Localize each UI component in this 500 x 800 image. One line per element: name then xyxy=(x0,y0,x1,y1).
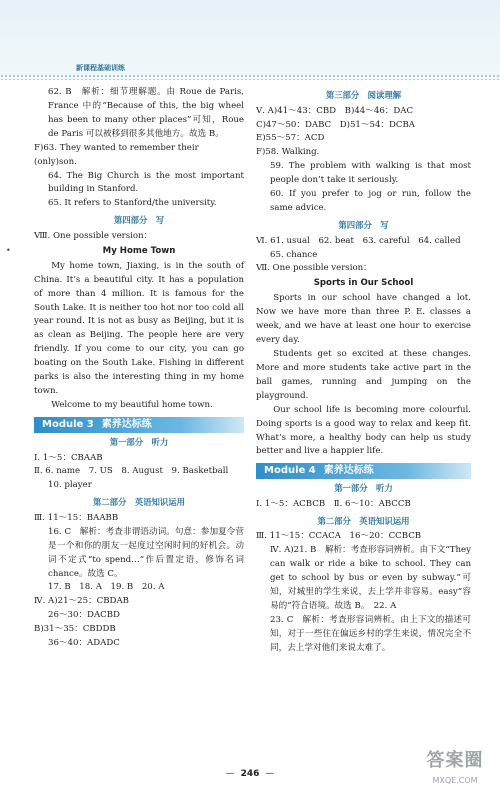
answer-line: Ⅴ. A)41～43：CBD B)44～46：DAC xyxy=(256,105,414,116)
essay-paragraph: Sports in our school have changed a lot. Now we have more than three P. E. classes a week, and we have at least one hour to exercise every day. xyxy=(256,293,471,346)
answer-item: 16. C 解析：考查非谓语动词。句意：参加夏令营是一个和你的朋友一起度过空闲时间的好机会。动词不定式“to spend…”作后置定语，修饰名词 chance。故选 C。 xyxy=(48,526,244,579)
section-heading: 第一部分 听力 xyxy=(334,483,393,494)
essay-paragraph: My home town, Jiaxing, is in the south of China. It’s a beautiful city. It has a population of more than 4 million. It is famous for the South Lake. It is neither too hot nor too cold all year round. It is not as busy as Beijing, but it is as clean as Beijing. The people here are very friendly. If you come to our city, you can go boating on the South Lake. Fishing in different parks is also the interesting thing in my home town. xyxy=(34,260,244,397)
answer-line: Ⅲ. 11～15：CCACA 16～20：CCBCB xyxy=(256,531,422,542)
answer-line: Ⅳ. A)21～25：CBDAB xyxy=(34,596,129,607)
module-subtitle: 素养达标练 xyxy=(323,465,374,477)
answer-line: Ⅷ. One possible version： xyxy=(34,230,153,241)
answer-item: 62. B 解析：细节理解题。由 Roue de Paris, France 中的“Because of this, the big wheel has been to many other places”可知，Roue de Paris 可以被移到很多其他地方。故选 B。 xyxy=(48,87,244,139)
answer-item: 60. If you prefer to jog or run, follow the same advice. xyxy=(270,189,471,214)
section-heading: 第二部分 英语知识运用 xyxy=(92,497,186,508)
watermark-url: MXQE.COM xyxy=(432,776,478,786)
answer-item: 65. It refers to Stanford/the university. xyxy=(48,198,217,209)
answer-item: 59. The problem with walking is that most people don’t take it seriously. xyxy=(270,161,471,186)
module-label: Module 4 xyxy=(264,465,316,477)
section-heading: 第三部分 阅读理解 xyxy=(325,90,402,100)
header-dot-pattern xyxy=(0,74,500,80)
answer-line: Ⅱ. 6. name 7. US 8. August 9. Basketball xyxy=(34,466,229,477)
left-column xyxy=(34,86,244,651)
answer-item: Ⅳ. A)21. B 解析：考查形容词辨析。由下文“They can walk or ride a bike to school. They can get to school by bus or even by subway.”可知，对城里的学生来说，去上学并非容易。easy“容易的”符合语境。故选 B。 22. A xyxy=(270,545,471,612)
book-title: 新课程基础训练 xyxy=(76,64,125,72)
answer-line: Ⅰ. 1～5：CBAAB xyxy=(34,452,103,463)
essay-paragraph: Our school life is becoming more colourful. Doing sports is a good way to relax and keep fit. What’s more, a healthy body can help us study better and live a happier life. xyxy=(256,404,471,457)
answer-line: C)47～50：DABC D)51～54：DCBA xyxy=(256,119,416,130)
essay-paragraph: Students get so excited at these changes. More and more students take active part in the ball games, running and jumping on the playground. xyxy=(256,348,471,401)
section-heading: 第四部分 写 xyxy=(113,215,165,226)
answer-item: 10. player xyxy=(48,480,92,491)
answer-line: B)31～35：CBDDB xyxy=(34,624,116,635)
essay-title: Sports in Our School xyxy=(313,278,414,289)
answer-line: E)55～57：ACD xyxy=(256,133,325,144)
answer-line: Ⅶ. One possible version： xyxy=(256,263,372,274)
header-band xyxy=(0,0,500,80)
section-heading: 第一部分 听力 xyxy=(109,436,169,447)
right-column xyxy=(256,86,471,656)
essay-paragraph: Welcome to my beautiful home town. xyxy=(51,399,213,410)
answer-item: 17. B 18. A 19. B 20. A xyxy=(48,582,165,593)
answer-line: Ⅰ. 1～5：ACBCB Ⅱ. 6～10：ABCCB xyxy=(256,498,411,509)
binding-mark: • xyxy=(6,246,11,255)
module-label: Module 3 xyxy=(42,418,94,430)
page-number: 246 xyxy=(240,769,260,779)
answer-item: 26～30：DACBD xyxy=(48,610,120,621)
answer-item: 23. C 解析：考查形容词辨析。由上下文的描述可知，对于一些住在偏远乡村的学生来说，情况完全不同，去上学对他们来说太难了。 xyxy=(270,615,471,653)
watermark-text: 答案圈 xyxy=(426,750,484,771)
module-subtitle: 素养达标练 xyxy=(101,418,152,430)
answer-item: 36～40：ADADC xyxy=(48,638,120,649)
answer-line: F)58. Walking. xyxy=(256,147,320,158)
essay-title: My Home Town xyxy=(102,245,176,256)
section-heading: 第二部分 英语知识运用 xyxy=(317,515,410,526)
module-banner xyxy=(256,463,471,479)
answer-item: 64. The Big Church is the most important building in Stanford. xyxy=(48,170,244,195)
section-heading: 第四部分 写 xyxy=(338,219,389,230)
answer-line: Ⅲ. 11～15：BAABB xyxy=(34,512,119,523)
page-footer: — 246 — xyxy=(225,769,275,779)
answer-line: F)63. They wanted to remember their (only)son. xyxy=(34,142,199,167)
answer-line: Ⅵ. 61. usual 62. beat 63. careful 64. called xyxy=(256,235,461,246)
answer-item: 65. chance xyxy=(270,249,318,260)
watermark-logo xyxy=(416,746,494,792)
module-banner xyxy=(34,417,244,433)
